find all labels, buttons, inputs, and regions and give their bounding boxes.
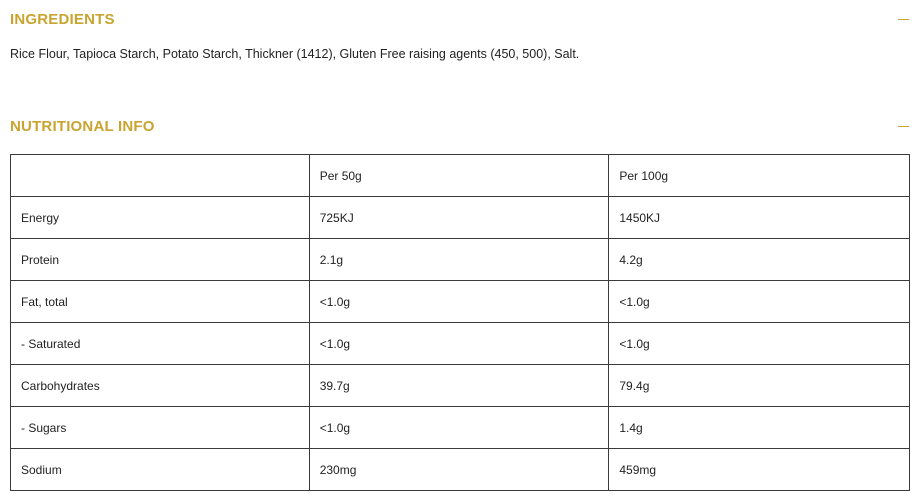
nutrition-title: NUTRITIONAL INFO [10, 117, 155, 135]
per-50g-value: 725KJ [309, 197, 609, 239]
per-100g-value: 459mg [609, 449, 910, 491]
per-50g-value: <1.0g [309, 323, 609, 365]
table-row [11, 407, 910, 449]
ingredients-section-header[interactable] [10, 7, 909, 31]
nutrient-label: - Saturated [11, 323, 310, 365]
nutrient-label: Carbohydrates [11, 365, 310, 407]
nutrition-section-header[interactable] [10, 114, 909, 138]
nutrient-label: - Sugars [11, 407, 310, 449]
per-50g-value: <1.0g [309, 281, 609, 323]
ingredients-text: Rice Flour, Tapioca Starch, Potato Starch, Thickner (1412), Gluten Free raising agents (450, 500), Salt. [10, 47, 580, 61]
table-row [11, 197, 910, 239]
per-50g-value: 39.7g [309, 365, 609, 407]
ingredients-title: INGREDIENTS [10, 10, 115, 28]
per-100g-value: <1.0g [609, 281, 910, 323]
per-100g-value: 4.2g [609, 239, 910, 281]
nutrient-label: Fat, total [11, 281, 310, 323]
table-header-cell [11, 155, 310, 197]
table-row [11, 281, 910, 323]
per-50g-value: 2.1g [309, 239, 609, 281]
nutrition-table [10, 154, 910, 491]
per-100g-value: 1450KJ [609, 197, 910, 239]
per-50g-value: <1.0g [309, 407, 609, 449]
per-100g-value: <1.0g [609, 323, 910, 365]
minus-icon[interactable] [898, 19, 909, 20]
table-row [11, 365, 910, 407]
nutrient-label: Protein [11, 239, 310, 281]
per-50g-value: 230mg [309, 449, 609, 491]
per-100g-value: 79.4g [609, 365, 910, 407]
table-row [11, 449, 910, 491]
per-100g-value: 1.4g [609, 407, 910, 449]
table-row [11, 239, 910, 281]
table-row [11, 323, 910, 365]
table-header-cell: Per 100g [609, 155, 910, 197]
nutrient-label: Energy [11, 197, 310, 239]
table-header-row [11, 155, 910, 197]
nutrient-label: Sodium [11, 449, 310, 491]
minus-icon[interactable] [898, 126, 909, 127]
table-header-cell: Per 50g [309, 155, 609, 197]
